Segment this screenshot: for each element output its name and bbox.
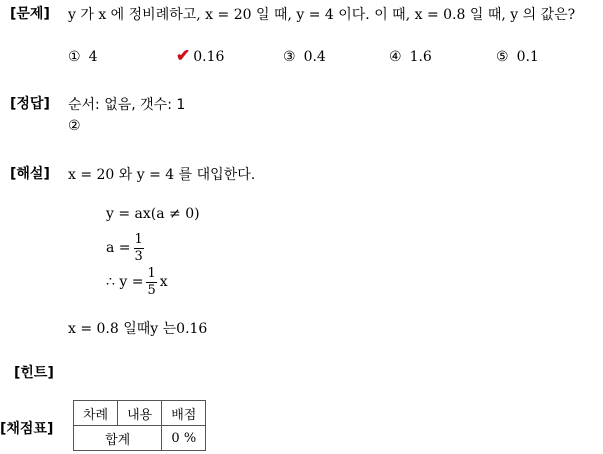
fraction-numerator: 1 — [147, 266, 156, 281]
explanation-intro: x = 20 와 y = 4 를 대입한다. — [68, 167, 256, 183]
equation-1: y = ax(a ≠ 0) — [106, 206, 200, 222]
explanation-conclusion: x = 0.8 일때y 는0.16 — [68, 321, 208, 337]
choice-mark: ⑤ — [496, 49, 509, 65]
scoring-label: [채점표] — [0, 421, 54, 437]
scoring-table — [73, 400, 206, 451]
total-value-cell: 0 % — [162, 426, 206, 451]
equation-3-rhs: x — [159, 274, 168, 291]
equation-3 — [106, 267, 168, 297]
choice-value: 0.16 — [193, 48, 225, 65]
choice-5[interactable] — [496, 49, 539, 65]
answer-value: ② — [68, 118, 81, 134]
answer-label: [정답] — [10, 96, 50, 112]
table-total-row — [74, 426, 206, 451]
choice-mark: ① — [68, 49, 81, 65]
fraction-numerator: 1 — [134, 232, 143, 247]
answer-meta: 순서: 없음, 갯수: 1 — [68, 97, 186, 113]
choice-3[interactable] — [283, 49, 326, 65]
fraction — [146, 267, 156, 297]
choice-mark: ③ — [283, 49, 296, 65]
choice-4[interactable] — [389, 49, 432, 65]
equation-3-lhs: ∴ y = — [106, 274, 144, 291]
fraction-denominator: 5 — [147, 282, 156, 298]
choice-mark: ④ — [389, 49, 402, 65]
header-cell: 배점 — [162, 401, 206, 426]
total-label-cell: 합계 — [74, 426, 162, 451]
explanation-label: [해설] — [10, 166, 50, 182]
choice-2[interactable] — [176, 48, 224, 65]
choice-value: 4 — [88, 49, 98, 65]
choice-value: 0.1 — [516, 49, 539, 65]
check-mark-icon: ✔ — [176, 46, 191, 66]
header-cell: 차례 — [74, 401, 118, 426]
table-header-row — [74, 401, 206, 426]
choice-value: 0.4 — [303, 49, 326, 65]
problem-label: [문제] — [10, 6, 50, 22]
fraction-denominator: 3 — [134, 248, 143, 264]
fraction — [134, 233, 144, 263]
equation-2 — [106, 233, 147, 263]
choice-value: 1.6 — [409, 49, 432, 65]
header-cell: 내용 — [118, 401, 162, 426]
problem-text: y 가 x 에 정비례하고, x = 20 일 때, y = 4 이다. 이 때, x = 0.8 일 때, y 의 값은? — [68, 7, 576, 23]
hint-label: [힌트] — [14, 365, 54, 381]
equation-2-lhs: a = — [106, 240, 131, 257]
choice-1[interactable] — [68, 49, 97, 65]
